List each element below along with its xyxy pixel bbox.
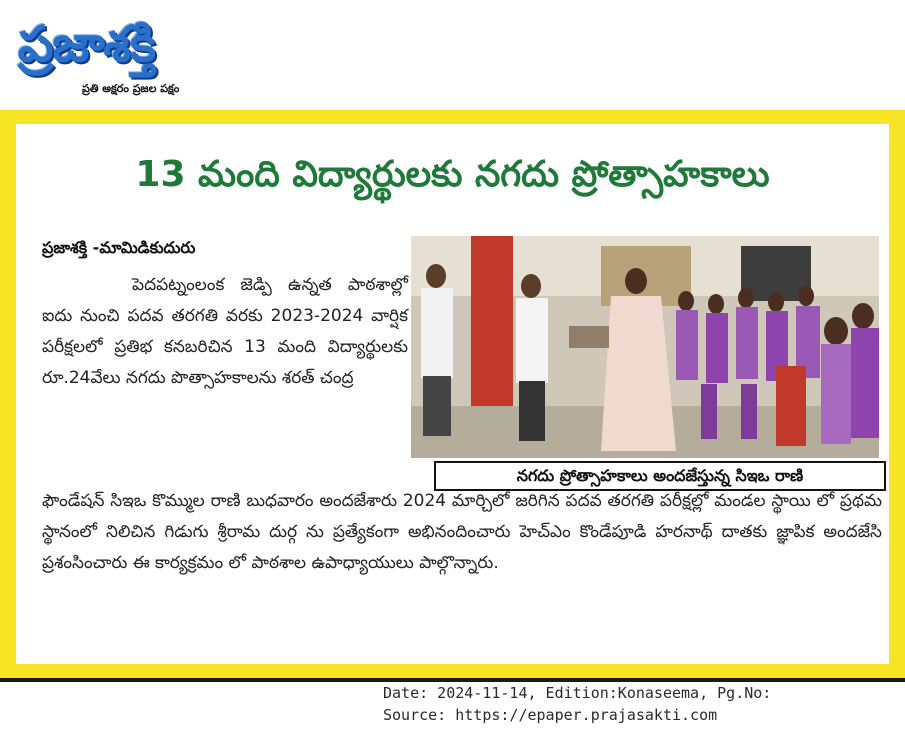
footer-divider [0,678,905,682]
newspaper-logo[interactable] [18,12,298,102]
article-headline: 13 మంది విద్యార్థులకు నగదు ప్రోత్సాహకాలు [135,154,770,195]
photo-caption: నగదు ప్రోత్సాహకాలు అందజేస్తున్న సిఇఒ రాణి [434,461,886,491]
logo-tagline: ప్రతి అక్షరం ప్రజల పక్షం [82,82,180,95]
clipping-footer [0,678,905,737]
article-clipping [16,124,889,664]
article-byline: ప్రజాశక్తి -మామిడికుదురు [42,238,196,257]
date-edition-line: Date: 2024-11-14, Edition:Konaseema, Pg.No: [383,684,772,702]
logo-wordmark: ప్రజాశక్తి [18,15,155,73]
article-column [42,270,408,394]
masthead [0,0,905,110]
article-column-text: పెదపట్నంలంక జెడ్పి ఉన్నత పాఠశాల్లో ఐదు నుంచి పదవ తరగతి వరకు 2023-2024 వార్షిక పరీక్షలలో ప్రతిభ కనబరిచిన 13 మంది విద్యార్థులకు రూ.24వేలు నగదు పొత్సాహకాలను శరత్ చంద్ర [42,275,408,388]
source-line[interactable]: Source: https://epaper.prajasakti.com [383,706,718,724]
photo-illustration [411,236,879,458]
article-body-full-width: ఫౌండేషన్ సిఇఒ కొమ్ముల రాణి బుధవారం అందజేశారు 2024 మార్చిలో జరిగిన పదవ తరగతి పరీక్షల్లో మండల స్థాయి లో ప్రథమ స్థానంలో నిలిచిన గిడుగు శ్రీరామ దుర్గ ను ప్రత్యేకంగా అభినందించారు హెచ్ఎం కొండేపూడి హరనాథ్ దాతకు జ్ఞాపిక అందజేసి ప్రశంసించారు ఈ కార్యక్రమం లో పాఠశాల ఉపాధ్యాయులు పాల్గొన్నారు. [42,491,882,573]
article-photo [411,236,879,458]
article-frame [0,110,905,678]
